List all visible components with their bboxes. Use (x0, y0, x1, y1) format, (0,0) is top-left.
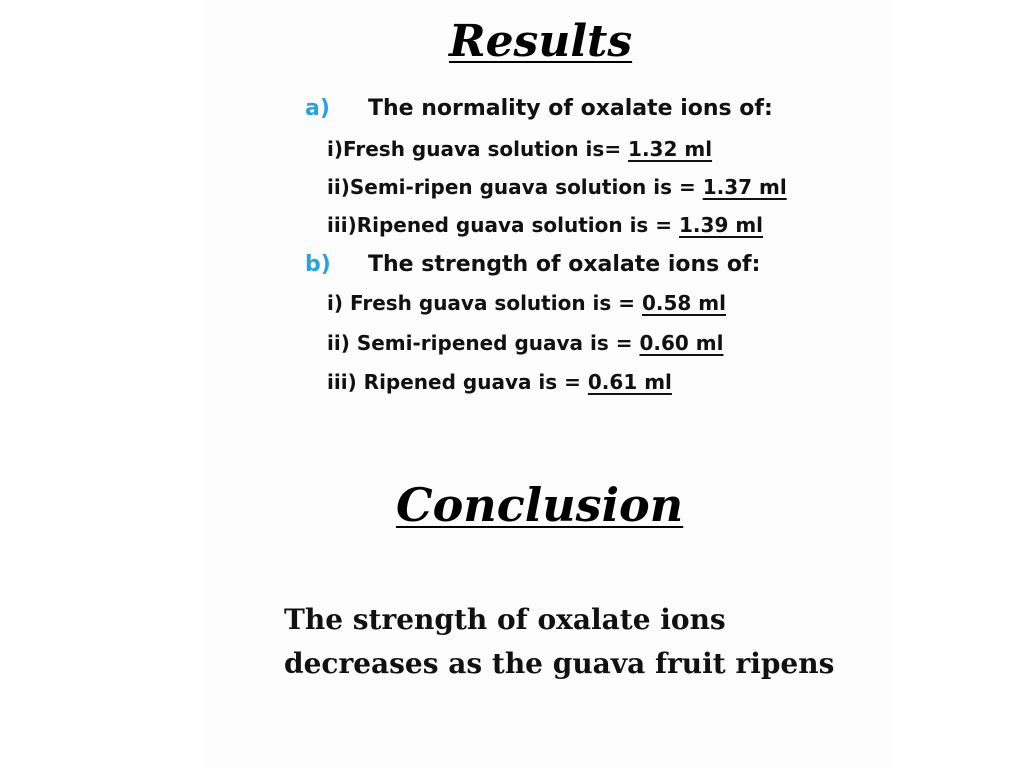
strength-item-semi-ripened (327, 331, 723, 355)
item-value: 0.61 ml (587, 370, 672, 394)
conclusion-heading: Conclusion (396, 478, 684, 532)
item-value: 1.37 ml (702, 175, 787, 199)
item-value: 1.32 ml (628, 137, 713, 161)
item-value: 0.58 ml (641, 291, 726, 315)
item-label: iii)Ripened guava solution is = (327, 213, 680, 237)
item-label: i) Fresh guava solution is = (327, 291, 642, 315)
list-marker-a: a) (305, 96, 330, 121)
item-label: ii)Semi-ripen guava solution is = (327, 175, 703, 199)
item-value: 0.60 ml (639, 331, 724, 355)
normality-item-ripened (327, 213, 763, 237)
item-label: ii) Semi-ripened guava is = (327, 331, 640, 355)
list-marker-b: b) (305, 252, 331, 277)
strength-heading: The strength of oxalate ions of: (368, 252, 761, 277)
normality-heading: The normality of oxalate ions of: (368, 96, 773, 121)
conclusion-text: The strength of oxalate ions decreases as the guava fruit ripens (284, 603, 835, 680)
results-heading: Results (449, 16, 633, 67)
normality-item-fresh (327, 137, 712, 161)
item-value: 1.39 ml (679, 213, 764, 237)
item-label: i)Fresh guava solution is= (327, 137, 629, 161)
item-label: iii) Ripened guava is = (327, 370, 588, 394)
normality-item-semi-ripen (327, 175, 787, 199)
strength-item-ripened (327, 370, 672, 394)
strength-item-fresh (327, 291, 726, 315)
